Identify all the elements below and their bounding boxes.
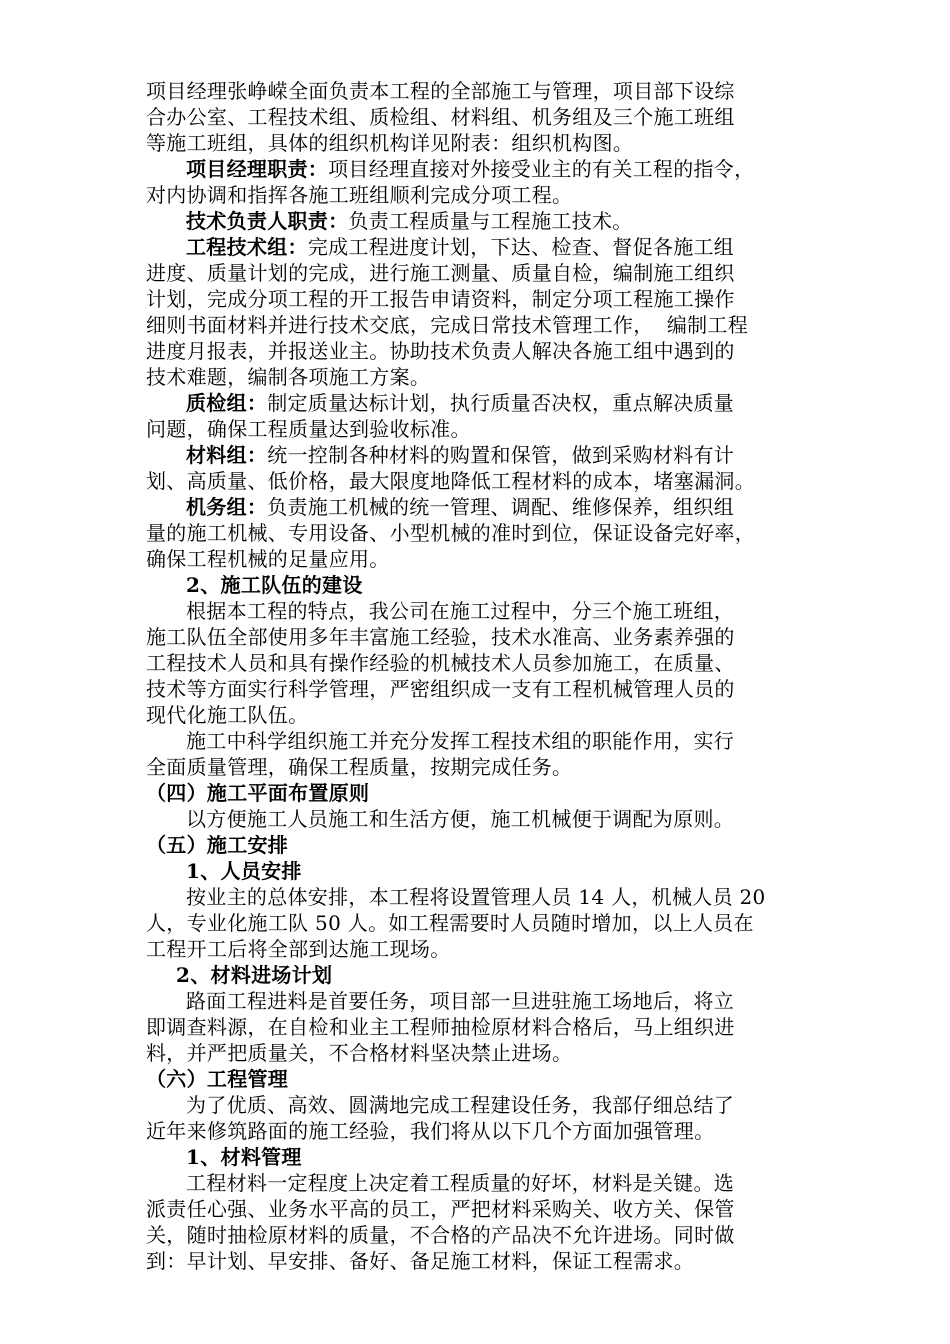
eng-group-paragraph (146, 234, 810, 260)
paragraph-text: 制定质量达标计划，执行质量否决权，重点解决质量 (267, 391, 735, 415)
subsection-heading-material-plan: 2、材料进场计划 (176, 963, 333, 987)
paragraph-line: 工程材料一定程度上决定着工程质量的好坏，材料是关键。选 (186, 1171, 735, 1195)
paragraph-line: 进度、质量计划的完成，进行施工测量、质量自检，编制施工组织 (146, 261, 735, 285)
subsection-heading-material-management: 1、材料管理 (186, 1145, 302, 1169)
paragraph-line: 细则书面材料并进行技术交底，完成日常技术管理工作， 编制工程 (146, 313, 749, 337)
paragraph-line: 人，专业化施工队 50 人。如工程需要时人员随时增加，以上人员在 (146, 911, 754, 935)
subsection-heading-staff: 1、人员安排 (186, 859, 302, 883)
paragraph-text: 统一控制各种材料的购置和保管，做到采购材料有计 (267, 443, 735, 467)
paragraph-line: 按业主的总体安排，本工程将设置管理人员 14 人，机械人员 20 (186, 885, 766, 909)
paragraph-line: 划、高质量、低价格，最大限度地降低工程材料的成本，堵塞漏洞。 (146, 469, 755, 493)
paragraph-text: 项目经理直接对外接受业主的有关工程的指令， (328, 157, 755, 181)
section-heading-layout: （四）施工平面布置原则 (146, 781, 370, 805)
paragraph-line: 等施工班组，具体的组织机构详见附表：组织机构图。 (146, 131, 634, 155)
pm-duty-paragraph (146, 156, 810, 182)
document-page (146, 78, 810, 1274)
tech-duty-label: 技术负责人职责： (186, 209, 349, 233)
section-heading-team: 2、施工队伍的建设 (186, 573, 363, 597)
paragraph-line: 路面工程进料是首要任务，项目部一旦进驻施工场地后，将立 (186, 989, 735, 1013)
paragraph-line: 对内协调和指挥各施工班组顺利完成分项工程。 (146, 183, 573, 207)
paragraph-line: 料，并严把质量关，不合格材料坚决禁止进场。 (146, 1041, 573, 1065)
paragraph-line: 合办公室、工程技术组、质检组、材料组、机务组及三个施工班组 (146, 105, 735, 129)
paragraph-text: 负责工程质量与工程施工技术。 (348, 209, 633, 233)
material-group-label: 材料组： (186, 443, 268, 467)
paragraph-line: 即调查料源，在自检和业主工程师抽检原材料合格后，马上组织进 (146, 1015, 735, 1039)
machine-group-paragraph (146, 494, 810, 520)
paragraph-line: 施工中科学组织施工并充分发挥工程技术组的职能作用，实行 (186, 729, 735, 753)
qc-group-paragraph (146, 390, 810, 416)
section-heading-management: （六）工程管理 (146, 1067, 289, 1091)
section-heading-arrangement: （五）施工安排 (146, 833, 289, 857)
paragraph-text: 完成工程进度计划，下达、检查、督促各施工组 (307, 235, 735, 259)
paragraph-line: 问题，确保工程质量达到验收标准。 (146, 417, 471, 441)
paragraph-line: 量的施工机械、专用设备、小型机械的准时到位，保证设备完好率， (146, 521, 755, 545)
paragraph-line: 技术等方面实行科学管理，严密组织成一支有工程机械管理人员的 (146, 677, 735, 701)
paragraph-line: 确保工程机械的足量应用。 (146, 547, 390, 571)
paragraph-line: 派责任心强、业务水平高的员工，严把材料采购关、收方关、保管 (146, 1197, 735, 1221)
qc-group-label: 质检组： (186, 391, 268, 415)
paragraph-line: 进度月报表，并报送业主。协助技术负责人解决各施工组中遇到的 (146, 339, 735, 363)
paragraph-line: 近年来修筑路面的施工经验，我们将从以下几个方面加强管理。 (146, 1119, 715, 1143)
paragraph-line: 项目经理张峥嵘全面负责本工程的全部施工与管理，项目部下设综 (146, 79, 735, 103)
paragraph-line: 技术难题，编制各项施工方案。 (146, 365, 431, 389)
tech-duty-paragraph (146, 208, 810, 234)
paragraph-line: 施工队伍全部使用多年丰富施工经验，技术水准高、业务素养强的 (146, 625, 735, 649)
paragraph-line: 全面质量管理，确保工程质量，按期完成任务。 (146, 755, 573, 779)
eng-group-label: 工程技术组： (186, 235, 308, 259)
paragraph-text: 负责施工机械的统一管理、调配、维修保养，组织组 (267, 495, 735, 519)
paragraph-line: 到：早计划、早安排、备好、备足施工材料，保证工程需求。 (146, 1249, 695, 1273)
paragraph-line: 关，随时抽检原材料的质量，不合格的产品决不允许进场。同时做 (146, 1223, 735, 1247)
pm-duty-label: 项目经理职责： (186, 157, 329, 181)
machine-group-label: 机务组： (186, 495, 268, 519)
paragraph-line: 工程开工后将全部到达施工现场。 (146, 937, 451, 961)
material-group-paragraph (146, 442, 810, 468)
paragraph-line: 根据本工程的特点，我公司在施工过程中，分三个施工班组， (186, 599, 735, 623)
paragraph-line: 现代化施工队伍。 (146, 703, 309, 727)
paragraph-line: 工程技术人员和具有操作经验的机械技术人员参加施工，在质量、 (146, 651, 735, 675)
paragraph-line: 计划，完成分项工程的开工报告申请资料，制定分项工程施工操作 (146, 287, 735, 311)
paragraph-line: 为了优质、高效、圆满地完成工程建设任务，我部仔细总结了 (186, 1093, 735, 1117)
paragraph-line: 以方便施工人员施工和生活方便，施工机械便于调配为原则。 (186, 807, 735, 831)
